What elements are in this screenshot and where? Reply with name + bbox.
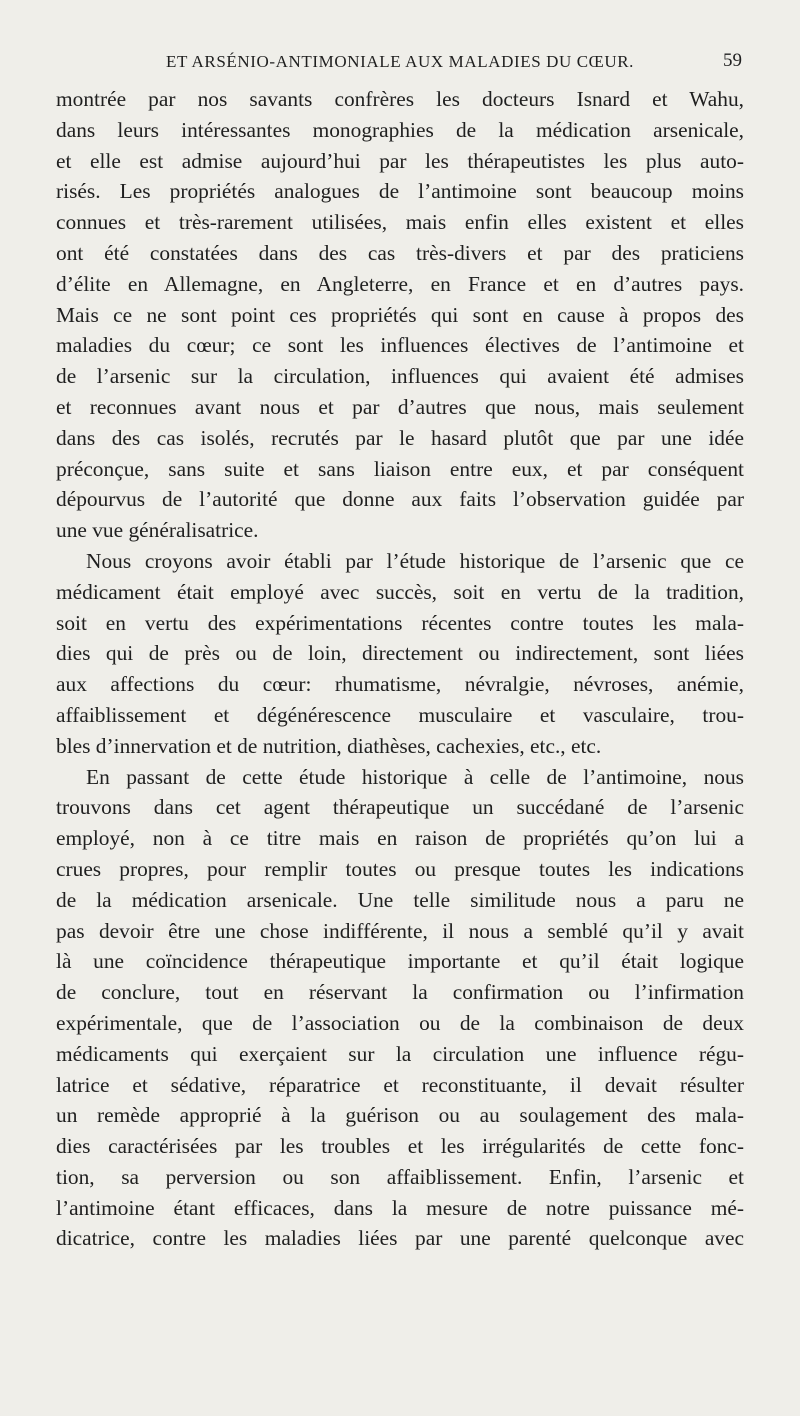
text-line: affaiblissement et dégénérescence musculaire et vasculaire, trou- [56, 702, 744, 727]
text-line: de conclure, tout en réservant la confirmation ou l’infirmation [56, 980, 744, 1005]
text-line: En passant de cette étude historique à celle de l’antimoine, nous [86, 764, 744, 789]
text-line: dies caractérisées par les troubles et les irrégularités de cette fonc- [56, 1134, 744, 1159]
text-line: tion, sa perversion ou son affaiblissement. Enfin, l’arsenic et [56, 1164, 744, 1189]
paragraph [56, 84, 744, 546]
text-line: d’élite en Allemagne, en Angleterre, en France et en d’autres pays. [56, 271, 744, 296]
text-line: médicaments qui exerçaient sur la circulation une influence régu- [56, 1041, 744, 1066]
text-line: maladies du cœur; ce sont les influences électives de l’antimoine et [56, 333, 744, 358]
text-line: aux affections du cœur: rhumatisme, névralgie, névroses, anémie, [56, 672, 744, 697]
paragraph [56, 546, 744, 762]
text-line: dans leurs intéressantes monographies de la médication arsenicale, [56, 117, 744, 142]
text-line: l’antimoine étant efficaces, dans la mesure de notre puissance mé- [56, 1195, 744, 1220]
text-line: là une coïncidence thérapeutique importante et qu’il était logique [56, 949, 744, 974]
paragraph [56, 762, 744, 1255]
text-line: de la médication arsenicale. Une telle similitude nous a paru ne [56, 887, 744, 912]
text-line: préconçue, sans suite et sans liaison entre eux, et par conséquent [56, 456, 744, 481]
text-line: un remède approprié à la guérison ou au soulagement des mala- [56, 1103, 744, 1128]
text-line: et elle est admise aujourd’hui par les thérapeutistes les plus auto- [56, 148, 744, 173]
page-number: 59 [723, 50, 742, 71]
text-line: une vue généralisatrice. [56, 518, 259, 543]
text-line: trouvons dans cet agent thérapeutique un succédané de l’arsenic [56, 795, 744, 820]
body-text [56, 84, 744, 1254]
text-line: médicament était employé avec succès, soit en vertu de la tradition, [56, 579, 744, 604]
text-line: de l’arsenic sur la circulation, influences qui avaient été admises [56, 364, 744, 389]
text-line: Mais ce ne sont point ces propriétés qui sont en cause à propos des [56, 302, 744, 327]
text-line: dies qui de près ou de loin, directement ou indirectement, sont liées [56, 641, 744, 666]
text-line: latrice et sédative, réparatrice et reconstituante, il devait résulter [56, 1072, 744, 1097]
text-line: expérimentale, que de l’association ou de la combinaison de deux [56, 1010, 744, 1035]
text-line: Nous croyons avoir établi par l’étude historique de l’arsenic que ce [86, 548, 744, 573]
text-line: bles d’innervation et de nutrition, diathèses, cachexies, etc., etc. [56, 733, 602, 758]
text-line: crues propres, pour remplir toutes ou presque toutes les indications [56, 856, 744, 881]
text-line: connues et très-rarement utilisées, mais enfin elles existent et elles [56, 210, 744, 235]
text-line: soit en vertu des expérimentations récentes contre toutes les mala- [56, 610, 744, 635]
text-line: ont été constatées dans des cas très-divers et par des praticiens [56, 240, 744, 265]
text-line: dépourvus de l’autorité que donne aux faits l’observation guidée par [56, 487, 744, 512]
text-line: risés. Les propriétés analogues de l’antimoine sont beaucoup moins [56, 179, 744, 204]
running-head [56, 38, 744, 78]
running-title: ET ARSÉNIO-ANTIMONIALE AUX MALADIES DU CŒUR. [165, 52, 635, 71]
text-line: et reconnues avant nous et par d’autres que nous, mais seulement [56, 394, 744, 419]
text-line: employé, non à ce titre mais en raison de propriétés qu’on lui a [56, 826, 744, 851]
text-line: dicatrice, contre les maladies liées par une parenté quelconque avec [56, 1226, 744, 1251]
text-line: montrée par nos savants confrères les docteurs Isnard et Wahu, [56, 87, 744, 111]
text-line: dans des cas isolés, recrutés par le hasard plutôt que par une idée [56, 425, 744, 450]
text-line: pas devoir être une chose indifférente, il nous a semblé qu’il y avait [56, 918, 744, 943]
